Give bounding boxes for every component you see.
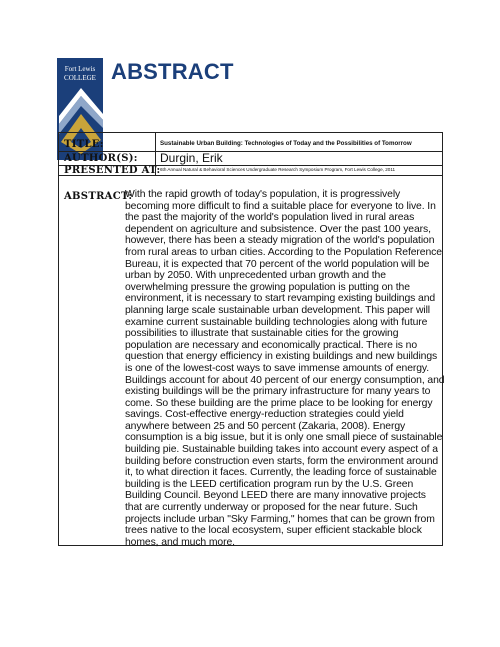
- author-label: AUTHOR(S):: [64, 153, 138, 164]
- title-row: [59, 138, 442, 152]
- abstract-label: ABSTRACT:: [64, 191, 133, 202]
- title-value: Sustainable Urban Building: Technologies of Today and the Possibilities of Tomorrow: [160, 140, 412, 147]
- abstract-table: [58, 132, 443, 546]
- page-heading: ABSTRACT: [111, 59, 234, 84]
- presented-row: [59, 166, 442, 176]
- presented-label: PRESENTED AT:: [64, 165, 161, 176]
- logo-line-1: Fort Lewis: [64, 65, 96, 73]
- author-value: Durgin, Erik: [160, 151, 223, 165]
- logo-line-2: COLLEGE: [64, 74, 96, 82]
- author-row: [59, 152, 442, 166]
- title-label: TITLE:: [64, 139, 104, 150]
- presented-value: 6th Annual Natural & Behavioral Sciences Undergraduate Research Symposium Program, Fort Lewis College, 2011: [160, 167, 396, 172]
- abstract-text: With the rapid growth of today's population, it is progressively becoming more difficult to find a suitable place for everyone to live. In the past the majority of the world's population lived in rural areas dependent on agriculture and subsistence. Over the past 100 years, however, there has been a steady migration of the world's population from rural areas to urban cities. According to the Population Reference Bureau, it is expected that 70 percent of the world population will be urban by 2050. With unprecedented urban growth and the overwhelming pressure the growing population is putting on the environment, it is necessary to start revamping existing buildings and planning large scale sustainable urban development. This paper will examine current sustainable building technologies along with future possibilities to illustrate that sustainable cities for the growing population are necessary and economically practical. There is no question that energy efficiency in existing buildings and new buildings is one of the lowest-cost ways to save immense amounts of energy. Buildings account for about 40 percent of our energy consumption, and existing buildings will be the primary infrastructure for many years to come. So these building are the prime place to be looking for energy savings. Cost-effective energy-reduction strategies could yield anywhere between 25 and 50 percent (Zakaria, 2008). Energy consumption is a big issue, but it is only one small piece of sustainable building pie. Sustainable building takes into account every aspect of a building before construction even starts, form the environment around it, to what direction it faces. Currently, the leading force of sustainable building is the LEED certification program run by the U.S. Green Building Council. Beyond LEED there are many innovative projects that are currently underway or proposed for the near future. Such projects include urban "Sky Farming," homes that can be grown from trees native to the local ecosystem, super efficient stackable block homes, and much more.: [125, 189, 445, 548]
